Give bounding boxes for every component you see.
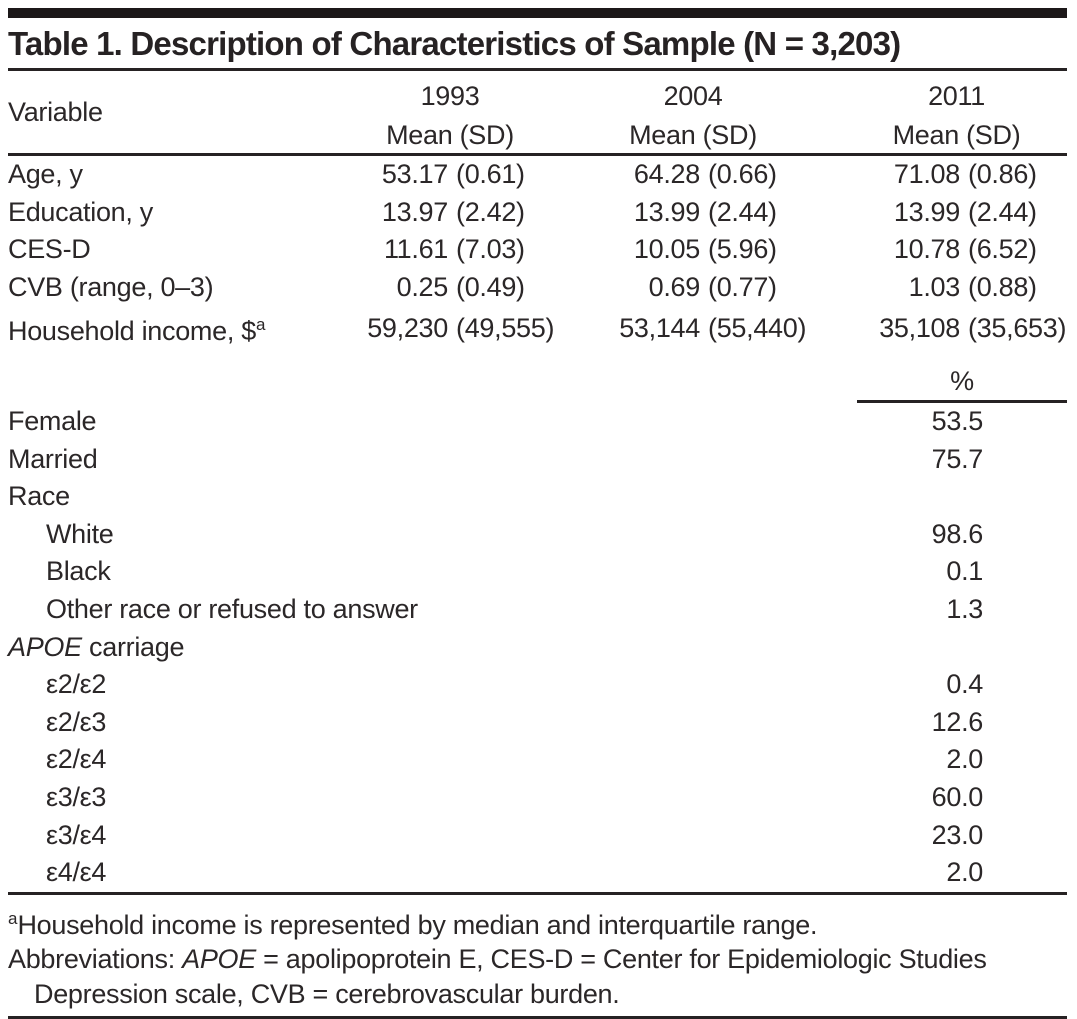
row-label-text: Household income, $ [8, 316, 256, 347]
cell-mean: 59,230 [367, 312, 448, 343]
cell-percent: 2.0 [946, 744, 983, 775]
cell-percent: 1.3 [946, 593, 983, 624]
cell-sd: (7.03) [456, 234, 525, 265]
cell-mean: 0.69 [648, 271, 700, 302]
cell-percent: 23.0 [931, 819, 983, 850]
column-header-2011 [810, 71, 1067, 155]
cell-percent: 60.0 [931, 781, 983, 812]
year-2011: 2011 [928, 81, 985, 111]
row-label: Education, y [8, 196, 153, 227]
cell-mean: 11.61 [383, 234, 448, 265]
year-2004: 2004 [663, 81, 723, 111]
row-label [8, 306, 340, 351]
footnote-marker-a: a [8, 908, 18, 928]
stat-2004: Mean (SD) [629, 120, 757, 150]
row-label: CES-D [8, 234, 91, 265]
row-apoe-e2e4 [8, 741, 1067, 779]
row-education [8, 194, 1067, 232]
cell-sd: (5.96) [708, 234, 777, 265]
cell-sd: (55,440) [708, 312, 807, 343]
row-race-other [8, 591, 1067, 629]
row-apoe-e2e2 [8, 666, 1067, 704]
footnote-marker-a: a [255, 315, 266, 335]
cell-sd: (35,653) [968, 312, 1067, 343]
footnote-income [8, 902, 1067, 943]
variable-label: Variable [8, 96, 103, 127]
cell-sd: (49,555) [456, 312, 555, 343]
footnote-abbreviations-line1 [8, 942, 1067, 977]
table-top-rule [8, 8, 1067, 18]
footnote-abbreviations-line2: Depression scale, CVB = cerebrovascular burden. [34, 978, 620, 1009]
table-footnotes [8, 895, 1067, 1017]
footnote-income-text: Household income is represented by median and interquartile range. [17, 909, 818, 940]
abbrev-rest: = apolipoprotein E, CES-D = Center for Epidemiologic Studies [255, 944, 987, 975]
row-label: Other race or refused to answer [46, 593, 418, 624]
cell-sd: (2.44) [968, 196, 1037, 227]
cell-mean: 53.17 [381, 159, 448, 189]
cell-mean: 10.05 [633, 234, 700, 265]
row-race [8, 478, 1067, 516]
cell-sd: (0.88) [968, 271, 1037, 302]
stat-1993: Mean (SD) [386, 120, 514, 150]
cell-mean: 0.25 [396, 271, 448, 302]
paper-table-page [0, 8, 1077, 1019]
cell-percent: 12.6 [931, 706, 983, 737]
year-1993: 1993 [420, 81, 480, 111]
cell-percent: 53.5 [931, 405, 983, 436]
row-label-text: carriage [81, 631, 185, 662]
column-header-1993 [340, 71, 560, 155]
cell-percent: 75.7 [931, 443, 983, 474]
cell-percent: 98.6 [931, 518, 983, 549]
row-married [8, 441, 1067, 479]
cell-sd: (0.86) [968, 159, 1037, 189]
cell-mean: 64.28 [633, 159, 700, 189]
row-label: CVB (range, 0–3) [8, 271, 214, 302]
cell-sd: (2.42) [456, 196, 525, 227]
row-cvb [8, 269, 1067, 307]
column-header-percent [810, 351, 1067, 403]
cell-percent: 2.0 [946, 857, 983, 888]
row-label: White [46, 518, 114, 549]
column-header-2004 [560, 71, 810, 155]
cell-percent: 0.4 [946, 669, 983, 700]
row-apoe-e2e3 [8, 704, 1067, 742]
cell-mean: 71.08 [893, 159, 960, 189]
empty-cell [8, 351, 810, 403]
table-title: Table 1. Description of Characteristics of Sample (N = 3,203) [8, 18, 1067, 71]
characteristics-table [8, 71, 1067, 895]
cell-sd: (2.44) [708, 196, 777, 227]
row-race-white [8, 516, 1067, 554]
cell-mean: 10.78 [893, 234, 960, 265]
table-header [8, 71, 1067, 155]
row-label: Married [8, 443, 98, 474]
cell-mean: 13.99 [893, 196, 960, 227]
cell-percent [810, 629, 1067, 667]
row-label: Female [8, 405, 97, 436]
row-cesd [8, 231, 1067, 269]
row-label: ε2/ε3 [46, 706, 107, 737]
cell-mean: 13.97 [381, 196, 448, 227]
row-label: ε3/ε4 [46, 819, 107, 850]
cell-sd: (0.49) [456, 271, 525, 302]
row-label: ε2/ε4 [46, 744, 107, 775]
row-label: Race [8, 481, 70, 512]
cell-sd: (0.66) [708, 159, 777, 189]
row-race-black [8, 553, 1067, 591]
cell-mean: 53,144 [619, 312, 700, 343]
cell-sd: (6.52) [968, 234, 1037, 265]
row-label: ε4/ε4 [46, 857, 107, 888]
row-label-italic: APOE [8, 631, 82, 662]
cell-mean: 35,108 [879, 312, 960, 343]
cell-sd: (0.61) [456, 159, 525, 189]
row-female [8, 403, 1067, 441]
stat-2011: Mean (SD) [892, 120, 1021, 150]
row-label [8, 629, 810, 667]
header-row [8, 71, 1067, 155]
row-label: ε2/ε2 [46, 669, 107, 700]
row-apoe-carriage [8, 629, 1067, 667]
column-header-variable [8, 71, 340, 155]
row-label: Black [46, 556, 111, 587]
percent-label: % [857, 363, 1067, 403]
row-label: ε3/ε3 [46, 781, 107, 812]
abbrev-apoe-italic: APOE [182, 944, 256, 975]
table-body [8, 155, 1067, 894]
row-apoe-e4e4 [8, 854, 1067, 893]
row-apoe-e3e4 [8, 817, 1067, 855]
row-household-income [8, 306, 1067, 351]
row-apoe-e3e3 [8, 779, 1067, 817]
row-age [8, 155, 1067, 194]
row-label: Age, y [8, 159, 83, 189]
cell-percent [810, 478, 1067, 516]
cell-sd: (0.77) [708, 271, 777, 302]
cell-mean: 1.03 [908, 271, 960, 302]
cell-percent: 0.1 [946, 556, 983, 587]
percent-header-row [8, 351, 1067, 403]
cell-mean: 13.99 [633, 196, 700, 227]
abbrev-prefix: Abbreviations: [8, 944, 183, 975]
